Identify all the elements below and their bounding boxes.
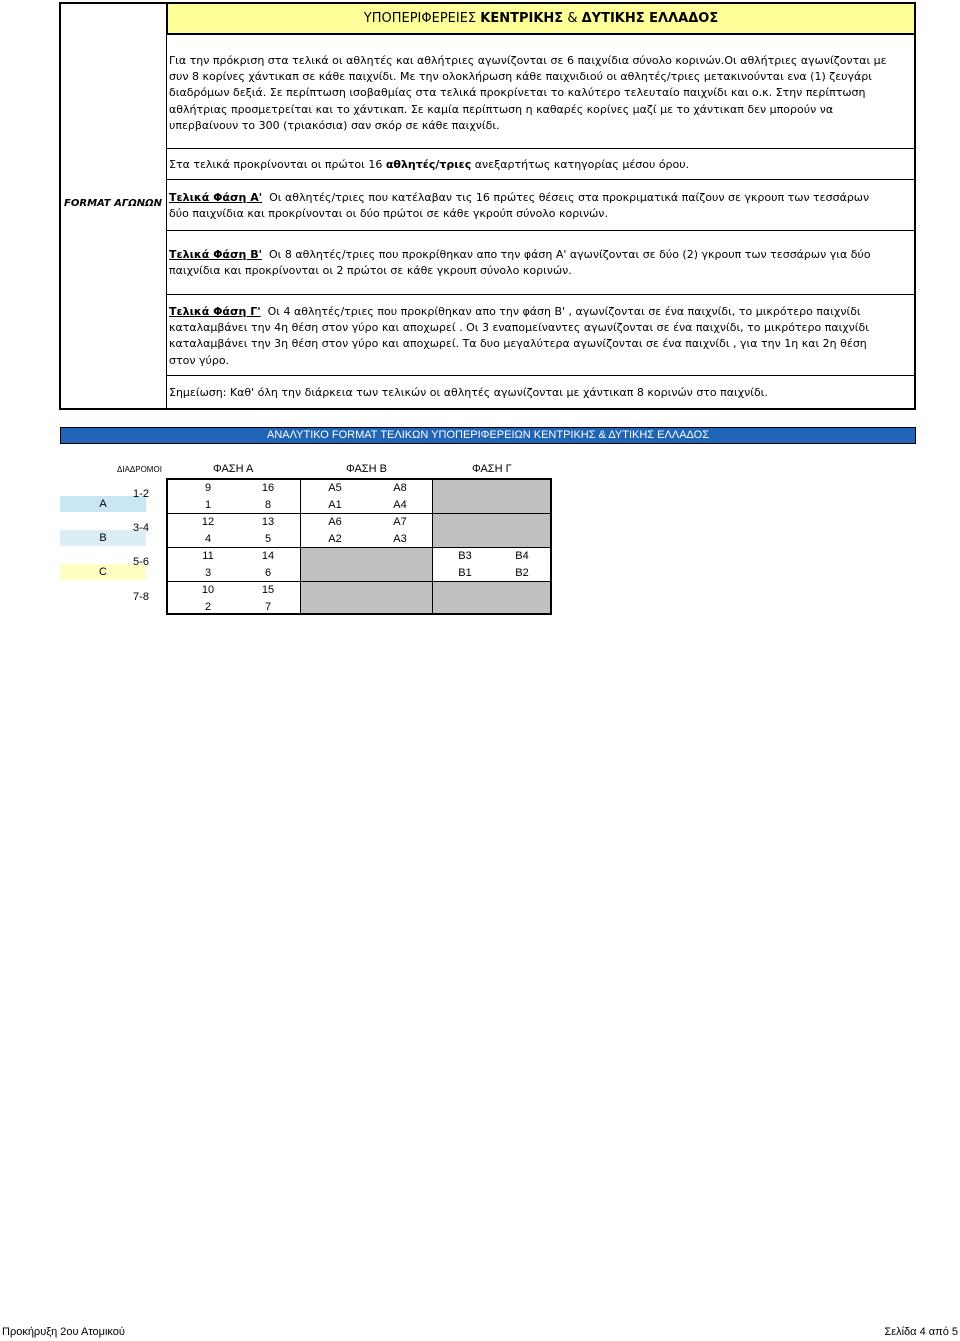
table-cell: 13 [261,516,275,528]
table-cell: 12 [201,516,215,528]
table-cell: B3 [458,550,472,562]
qualify-post: ανεξαρτήτως κατηγορίας μέσου όρου. [474,158,690,171]
qualify-bold: αθλητές/τριες [385,158,472,171]
footer-left: Προκήρυξη 2ου Ατομικού [2,1326,125,1338]
row-divider [166,179,915,180]
table-cell: A7 [393,516,407,528]
row-divider [166,375,915,376]
group-b-label: B [60,530,146,546]
format-label: FORMAT ΑΓΩΝΩΝ [64,198,162,209]
qualify-pre: Στα τελικά προκρίνονται οι πρώτοι 16 [169,158,383,171]
phase-a-line: δύο παιχνίδια και προκρίνονται οι δύο πρώτοι σε κάθε γκρούπ σύνολο κορινών. [169,207,608,221]
rules-line: διαδρόμων δεξιά. Σε περίπτωση ισοβαθμίας στα τελικά προκρίνεται το καλύτερο τελευταίο παιχνίδι και ο.κ. Στην περίπτωση [169,86,866,100]
rules-line: συν 8 κορίνες χάντικαπ σε κάθε παιχνίδι. Με την ολοκλήρωση κάθε παιχνιδιού οι αθλητές/τριες μετακινούνται ενα (1) ζευγάρι [169,70,873,84]
group-c-label: C [60,564,146,580]
lane-pair-label: 5-6 [133,556,149,568]
phase-c-line: καταλαμβάνει την 4η θέση στον γύρο και αποχωρεί . Οι 3 εναπομείναντες αγωνίζονται σε ένα παιχνίδι, το μικρότερο παιχνίδι [169,321,869,335]
lanes-header: ΔΙΑΔΡΟΜΟΙ [117,465,162,474]
note-text: Σημείωση: Καθ' όλη την διάρκεια των τελικών οι αθλητές αγωνίζονται με χάντικαπ 8 κορινών στο παιχνίδι. [169,386,768,399]
table-cell: 2 [204,601,212,613]
table-cell: A8 [393,482,407,494]
title-region-2: ΔΥΤΙΚΗΣ ΕΛΛΑΔΟΣ [581,11,719,26]
qualify-text [169,157,911,173]
phase-c-line: Οι 4 αθλητές/τριες που προκρίθηκαν απο την φάση Β' , αγωνίζονται σε ένα παιχνίδι, το μικρότερο παιχνίδι [267,305,861,318]
group-a-label: A [60,496,146,512]
rules-paragraph [169,53,911,134]
row-divider [166,148,915,149]
table-cell: B4 [515,550,529,562]
table-cell: 16 [261,482,275,494]
table-cell: 7 [264,601,272,613]
phase-b-header: ΦΑΣΗ Β [346,463,387,475]
phase-b-line: Οι 8 αθλητές/τριες που προκρίθηκαν απο την φάση Α' αγωνίζονται σε δύο (2) γκρουπ των τεσσάρων για δύο [268,248,871,261]
phase-c-text [169,304,911,369]
title-ampersand: & [567,11,578,26]
lane-pair-label: 7-8 [133,591,149,603]
empty-cell [432,581,552,615]
table-cell: B2 [515,567,529,579]
table-cell: A4 [393,499,407,511]
row-divider [166,294,915,295]
table-cell: 1 [204,499,212,511]
title-region-1: ΚΕΝΤΡΙΚΗΣ [480,11,564,26]
column-divider [166,35,167,409]
table-cell: A2 [328,533,342,545]
table-cell: A1 [328,499,342,511]
phase-c-title: Τελικά Φάση Γ' [169,305,261,318]
table-cell: 5 [264,533,272,545]
row-divider [166,230,915,231]
table-cell: A3 [393,533,407,545]
table-cell: 4 [204,533,212,545]
phase-a-line: Οι αθλητές/τριες που κατέλαβαν τις 16 πρώτες θέσεις στα προκριματικά παίζουν σε γκρουπ των τεσσάρων [269,191,870,204]
table-cell: 8 [264,499,272,511]
phase-b-line: παιχνίδια και προκρίνονται οι 2 πρώτοι σε κάθε γκρουπ σύνολο κορινών. [169,264,572,278]
lane-pair-label: 3-4 [133,522,149,534]
bracket-table [166,478,552,615]
phase-c-line: στον γύρο. [169,353,230,367]
table-cell: 3 [204,567,212,579]
table-cell: 6 [264,567,272,579]
phase-a-text [169,190,911,222]
rules-line: αθλήτριας προσμετρείται και το χάντικαπ. Σε καμία περίπτωση η καθαρές κορίνες μαζί με το χάντικαπ δεν μπορούν να [169,102,834,116]
table-cell: 15 [261,584,275,596]
phase-a-header: ΦΑΣΗ Α [213,463,254,475]
phase-a-title: Τελικά Φάση Α' [169,191,263,204]
table-cell: A6 [328,516,342,528]
lane-pair-label: 1-2 [133,488,149,500]
table-cell: B1 [458,567,472,579]
table-cell: 14 [261,550,275,562]
table-cell: A5 [328,482,342,494]
rules-line: Για την πρόκριση στα τελικά οι αθλητές και αθλήτριες αγωνίζονται σε 6 παιχνίδια σύνολο κορινών.Οι αθλήτριες αγωνίζονται με [169,54,887,67]
table-cell: 10 [201,584,215,596]
footer-right: Σελίδα 4 από 5 [884,1326,958,1338]
title-prefix: ΥΠΟΠΕΡΙΦΕΡΕΙΕΣ [363,11,477,26]
page-title [166,2,916,35]
rules-line: υπερβαίνουν το 300 (τριακόσια) σαν σκόρ σε κάθε παιχνίδι. [169,118,500,132]
table-cell: 11 [202,550,214,562]
analytic-title: ΑΝΑΛΥΤΙΚΟ FORMAT ΤΕΛΙΚΩΝ ΥΠΟΠΕΡΙΦΕΡΕΙΩΝ ΚΕΝΤΡΙΚΗΣ & ΔΥΤΙΚΗΣ ΕΛΛΑΔΟΣ [60,427,916,444]
phase-c-line: καταλαμβάνει την 3η θέση στον γύρο και αποχωρεί. Τα δυο μεγαλύτερα αγωνίζονται σε ένα παιχνίδι , για την 1η και 2η θέση [169,337,867,351]
phase-b-title: Τελικά Φάση Β' [169,248,262,261]
phase-c-header: ΦΑΣΗ Γ [472,463,512,475]
table-cell: 9 [204,482,212,494]
phase-b-text [169,247,911,279]
